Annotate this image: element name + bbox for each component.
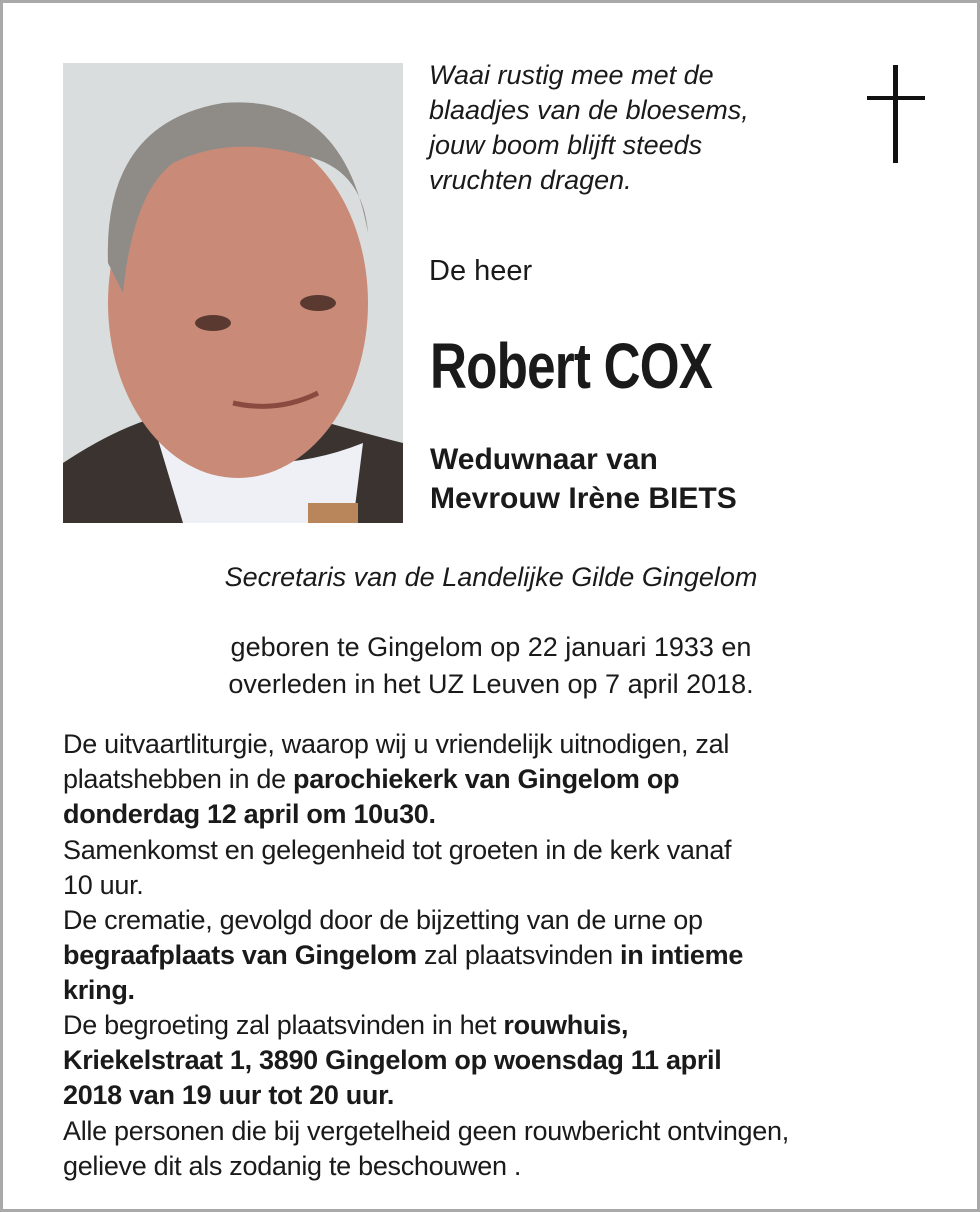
body-line: De begroeting zal plaatsvinden in het rouwhuis, bbox=[63, 1010, 629, 1040]
body-line: 2018 van 19 uur tot 20 uur. bbox=[63, 1080, 395, 1110]
body-line: De crematie, gevolgd door de bijzetting van de urne op bbox=[63, 905, 703, 935]
portrait-image-icon bbox=[63, 63, 403, 523]
body-line: kring. bbox=[63, 975, 135, 1005]
body-line: donderdag 12 april om 10u30. bbox=[63, 799, 436, 829]
body-line: begraafplaats van Gingelom zal plaatsvinden in intieme bbox=[63, 940, 744, 970]
birth-line: geboren te Gingelom op 22 januari 1933 en bbox=[230, 632, 752, 662]
body-line: Alle personen die bij vergetelheid geen rouwbericht ontvingen, bbox=[63, 1116, 789, 1146]
poem-line: blaadjes van de bloesems, bbox=[429, 95, 749, 125]
deceased-name: Robert COX bbox=[430, 330, 713, 402]
spouse-line: Weduwnaar van bbox=[430, 443, 658, 476]
body-line: gelieve dit als zodanig te beschouwen . bbox=[63, 1151, 522, 1181]
role-text: Secretaris van de Landelijke Gilde Gingelom bbox=[224, 562, 758, 592]
body-line: plaatshebben in de parochiekerk van Gingelom op bbox=[63, 764, 680, 794]
title-prefix: De heer bbox=[429, 255, 533, 287]
body-line: Samenkomst en gelegenheid tot groeten in de kerk vanaf bbox=[63, 835, 732, 865]
death-line: overleden in het UZ Leuven op 7 april 2018. bbox=[228, 669, 754, 699]
portrait-photo bbox=[63, 63, 403, 523]
poem-line: vruchten dragen. bbox=[429, 165, 632, 195]
spouse-line: Mevrouw Irène BIETS bbox=[430, 482, 737, 515]
cross-icon bbox=[867, 65, 925, 163]
body-line: De uitvaartliturgie, waarop wij u vriendelijk uitnodigen, zal bbox=[63, 729, 730, 759]
body-line: 10 uur. bbox=[63, 870, 144, 900]
poem-line: jouw boom blijft steeds bbox=[429, 130, 703, 160]
body-line: Kriekelstraat 1, 3890 Gingelom op woensdag 11 april bbox=[63, 1045, 722, 1075]
poem-line: Waai rustig mee met de bbox=[429, 60, 714, 90]
